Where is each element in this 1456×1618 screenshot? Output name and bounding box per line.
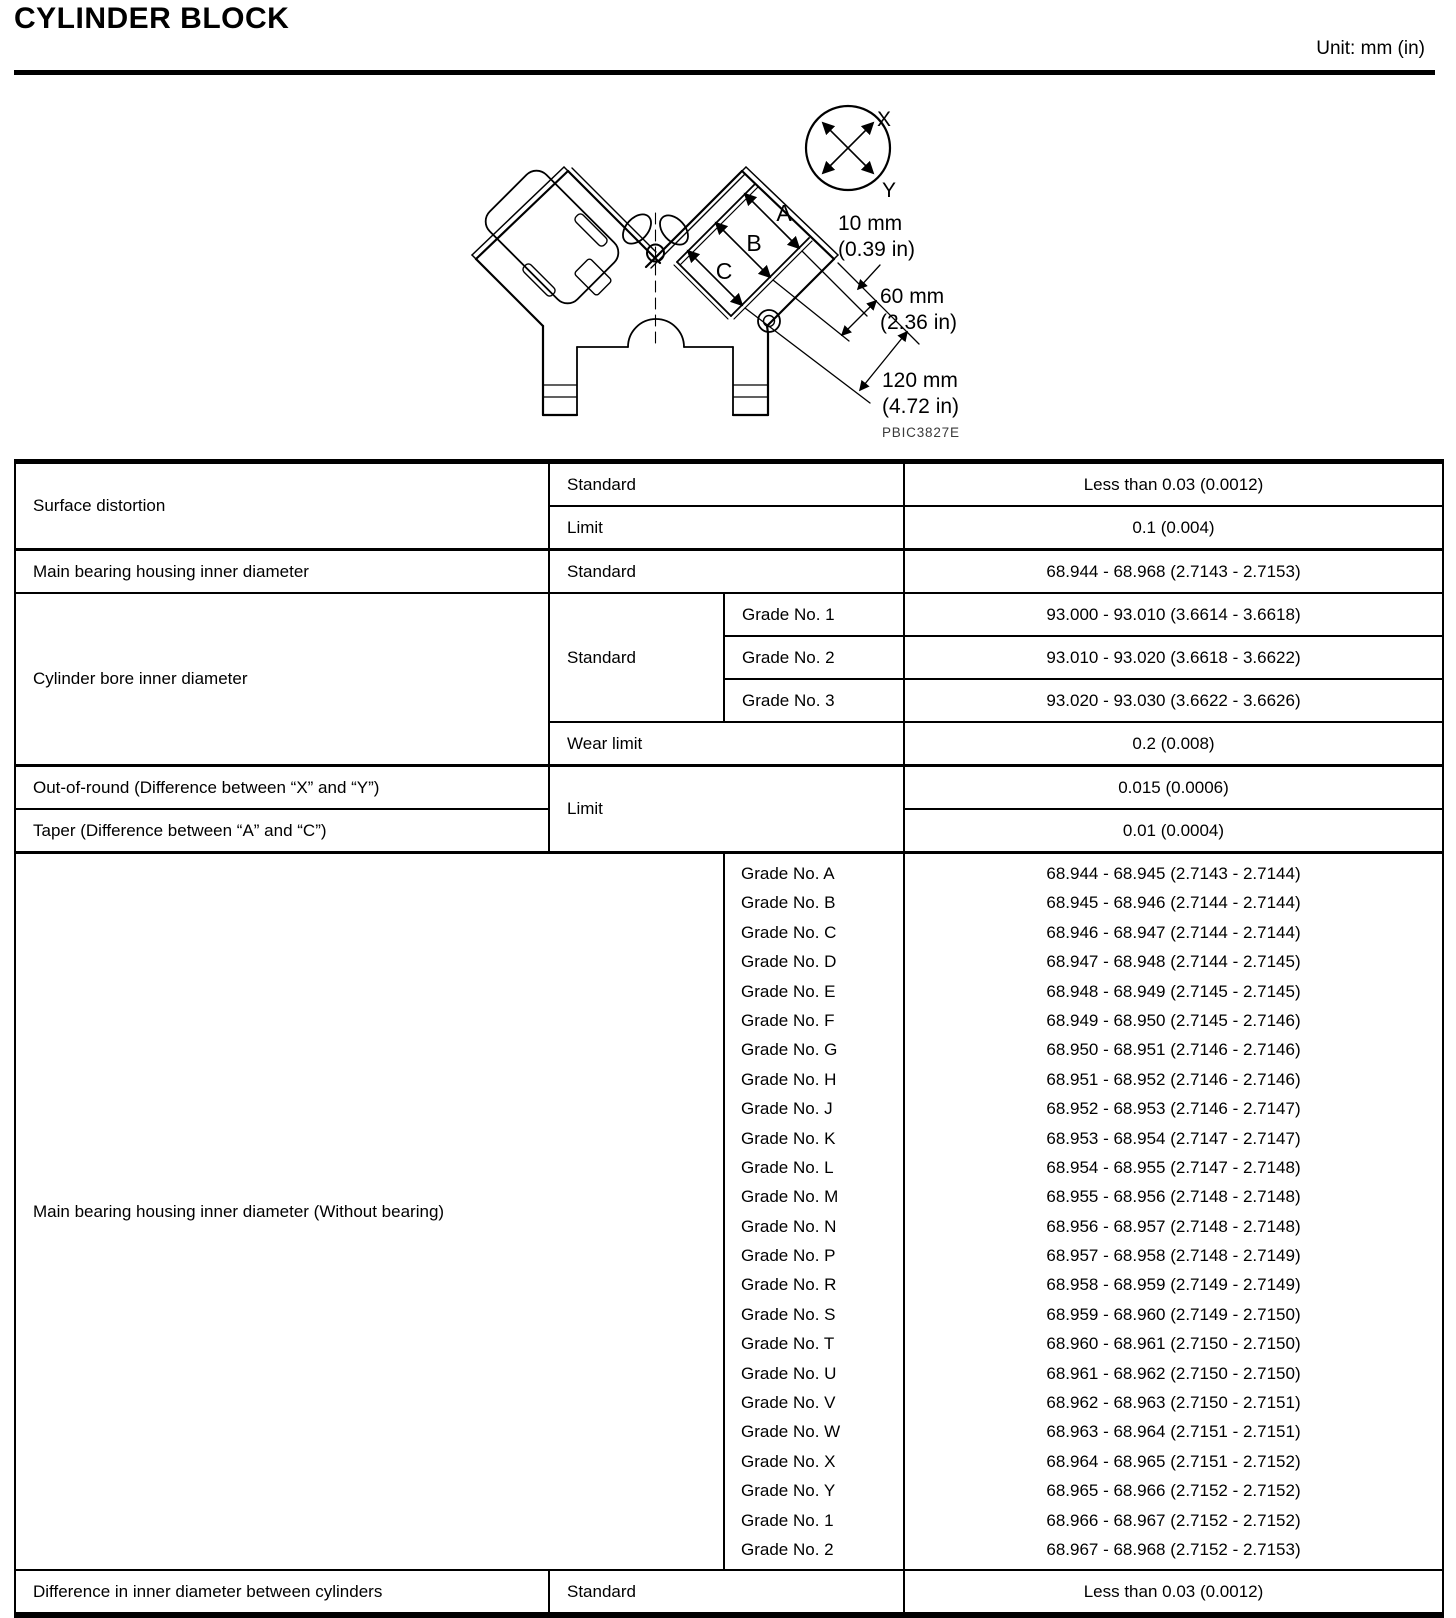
dim-10mm-leader bbox=[858, 265, 880, 289]
grade-value: 68.959 - 68.960 (2.7149 - 2.7150) bbox=[1046, 1304, 1301, 1324]
cylinder-block-drawing bbox=[472, 165, 919, 415]
grade-label: Grade No. L bbox=[741, 1157, 834, 1177]
row-difference bbox=[15, 1570, 1443, 1615]
row-bore-grade-1 bbox=[15, 593, 1443, 636]
bore-grade-2-label: Grade No. 2 bbox=[724, 636, 904, 679]
main-bearing-standard-label: Standard bbox=[549, 550, 904, 594]
grade-value: 68.963 - 68.964 (2.7151 - 2.7151) bbox=[1046, 1422, 1301, 1442]
grade-label: Grade No. S bbox=[741, 1304, 836, 1324]
grade-value: 68.947 - 68.948 (2.7144 - 2.7145) bbox=[1046, 952, 1301, 972]
left-bank bbox=[472, 165, 660, 326]
grade-label: Grade No. X bbox=[741, 1451, 836, 1471]
dim-120mm-sub: (4.72 in) bbox=[882, 395, 960, 418]
grade-value: 68.964 - 68.965 (2.7151 - 2.7152) bbox=[1046, 1451, 1301, 1471]
grade-value: 68.944 - 68.945 (2.7143 - 2.7144) bbox=[1046, 864, 1301, 883]
grade-value: 68.957 - 68.958 (2.7148 - 2.7149) bbox=[1046, 1246, 1301, 1266]
x-axis-label: X bbox=[877, 108, 892, 131]
bore-grade-2-value: 93.010 - 93.020 (3.6618 - 3.6622) bbox=[904, 636, 1443, 679]
grade-label: Grade No. V bbox=[741, 1393, 836, 1413]
grade-label: Grade No. T bbox=[741, 1334, 835, 1354]
grade-value: 68.965 - 68.966 (2.7152 - 2.7152) bbox=[1046, 1481, 1301, 1501]
grade-value-column bbox=[904, 853, 1443, 1571]
grade-value: 68.945 - 68.946 (2.7144 - 2.7144) bbox=[1046, 893, 1301, 913]
figure-code: PBIC3827E bbox=[882, 425, 960, 440]
cylinder-bore-standard-label: Standard bbox=[549, 593, 724, 722]
main-bearing-standard-value: 68.944 - 68.968 (2.7143 - 2.7153) bbox=[904, 550, 1443, 594]
bore-grade-3-value: 93.020 - 93.030 (3.6622 - 3.6626) bbox=[904, 679, 1443, 722]
main-bearing-label: Main bearing housing inner diameter bbox=[15, 550, 549, 594]
grade-label: Grade No. W bbox=[741, 1422, 841, 1442]
grade-label: Grade No. 1 bbox=[741, 1510, 834, 1530]
grade-value: 68.951 - 68.952 (2.7146 - 2.7146) bbox=[1046, 1069, 1301, 1089]
grade-value: 68.967 - 68.968 (2.7152 - 2.7153) bbox=[1046, 1539, 1301, 1559]
grade-value: 68.962 - 68.963 (2.7150 - 2.7151) bbox=[1046, 1393, 1301, 1413]
grade-label: Grade No. R bbox=[741, 1275, 837, 1295]
cylinder-block-diagram bbox=[430, 85, 1000, 460]
grade-value: 68.954 - 68.955 (2.7147 - 2.7148) bbox=[1046, 1157, 1301, 1177]
limit-label: Limit bbox=[549, 766, 904, 853]
bore-label-b: B bbox=[746, 230, 762, 256]
main-bearing-wo-label: Main bearing housing inner diameter (Without bearing) bbox=[15, 853, 724, 1571]
header-rule bbox=[14, 70, 1435, 75]
grade-label: Grade No. A bbox=[741, 864, 835, 883]
dim-10mm-sub: (0.39 in) bbox=[838, 238, 916, 261]
grade-value: 68.958 - 68.959 (2.7149 - 2.7149) bbox=[1046, 1275, 1301, 1295]
dim-120mm-label: 120 mm bbox=[882, 369, 958, 392]
grade-value: 68.953 - 68.954 (2.7147 - 2.7147) bbox=[1046, 1128, 1301, 1148]
surface-distortion-label: Surface distortion bbox=[15, 462, 549, 550]
grade-label: Grade No. Y bbox=[741, 1481, 836, 1501]
surface-distortion-standard-value: Less than 0.03 (0.0012) bbox=[904, 462, 1443, 507]
bore-grade-1-label: Grade No. 1 bbox=[724, 593, 904, 636]
bore-label-c: C bbox=[715, 258, 733, 284]
out-of-round-label: Out-of-round (Difference between “X” and “Y”) bbox=[15, 766, 549, 810]
grade-value: 68.952 - 68.953 (2.7146 - 2.7147) bbox=[1046, 1099, 1301, 1119]
grade-label: Grade No. U bbox=[741, 1363, 837, 1383]
grade-label: Grade No. C bbox=[741, 922, 837, 942]
unit-label: Unit: mm (in) bbox=[1316, 38, 1425, 59]
cylinder-bore-label: Cylinder bore inner diameter bbox=[15, 593, 549, 766]
grade-value: 68.960 - 68.961 (2.7150 - 2.7150) bbox=[1046, 1334, 1301, 1354]
grade-label: Grade No. G bbox=[741, 1040, 838, 1060]
grade-label: Grade No. D bbox=[741, 952, 837, 972]
spec-table bbox=[14, 459, 1444, 1618]
grade-label: Grade No. K bbox=[741, 1128, 836, 1148]
grade-label: Grade No. B bbox=[741, 893, 836, 913]
surface-distortion-standard-label: Standard bbox=[549, 462, 904, 507]
grade-label: Grade No. H bbox=[741, 1069, 837, 1089]
grade-label: Grade No. N bbox=[741, 1216, 837, 1236]
grade-value: 68.949 - 68.950 (2.7145 - 2.7146) bbox=[1046, 1010, 1301, 1030]
wear-limit-label: Wear limit bbox=[549, 722, 904, 766]
taper-label: Taper (Difference between “A” and “C”) bbox=[15, 809, 549, 853]
difference-label: Difference in inner diameter between cylinders bbox=[15, 1570, 549, 1615]
difference-value: Less than 0.03 (0.0012) bbox=[904, 1570, 1443, 1615]
y-axis-label: Y bbox=[882, 179, 897, 202]
bore-grade-1-value: 93.000 - 93.010 (3.6614 - 3.6618) bbox=[904, 593, 1443, 636]
grade-value: 68.966 - 68.967 (2.7152 - 2.7152) bbox=[1046, 1510, 1301, 1530]
grade-label: Grade No. M bbox=[741, 1187, 839, 1207]
wear-limit-value: 0.2 (0.008) bbox=[904, 722, 1443, 766]
page-title: CYLINDER BLOCK bbox=[14, 2, 290, 35]
grade-value: 68.948 - 68.949 (2.7145 - 2.7145) bbox=[1046, 981, 1301, 1001]
bore-label-a: A bbox=[776, 200, 792, 226]
bore-grade-3-label: Grade No. 3 bbox=[724, 679, 904, 722]
dim-60mm-label: 60 mm bbox=[880, 285, 945, 308]
grade-label: Grade No. 2 bbox=[741, 1539, 834, 1559]
valley-details bbox=[617, 209, 693, 343]
grade-label: Grade No. J bbox=[741, 1099, 833, 1119]
dimension-texts bbox=[838, 212, 959, 418]
grade-value: 68.961 - 68.962 (2.7150 - 2.7150) bbox=[1046, 1363, 1301, 1383]
row-main-bearing-wo bbox=[15, 853, 1443, 1571]
taper-value: 0.01 (0.0004) bbox=[904, 809, 1443, 853]
surface-distortion-limit-value: 0.1 (0.004) bbox=[904, 506, 1443, 550]
grade-label: Grade No. P bbox=[741, 1246, 836, 1266]
out-of-round-value: 0.015 (0.0006) bbox=[904, 766, 1443, 810]
grade-value: 68.946 - 68.947 (2.7144 - 2.7144) bbox=[1046, 922, 1301, 942]
surface-distortion-limit-label: Limit bbox=[549, 506, 904, 550]
grade-value: 68.956 - 68.957 (2.7148 - 2.7148) bbox=[1046, 1216, 1301, 1236]
dim-10mm-label: 10 mm bbox=[838, 212, 903, 235]
grade-value: 68.955 - 68.956 (2.7148 - 2.7148) bbox=[1046, 1187, 1301, 1207]
row-main-bearing bbox=[15, 550, 1443, 594]
row-surface-distortion-standard bbox=[15, 462, 1443, 507]
difference-standard-label: Standard bbox=[549, 1570, 904, 1615]
grade-label: Grade No. F bbox=[741, 1010, 835, 1030]
row-out-of-round bbox=[15, 766, 1443, 810]
dim-60mm-sub: (2.36 in) bbox=[880, 311, 958, 334]
grade-value: 68.950 - 68.951 (2.7146 - 2.7146) bbox=[1046, 1040, 1301, 1060]
grade-label: Grade No. E bbox=[741, 981, 836, 1001]
grade-label-column bbox=[724, 853, 904, 1571]
dim-60mm-arrow bbox=[842, 301, 876, 335]
